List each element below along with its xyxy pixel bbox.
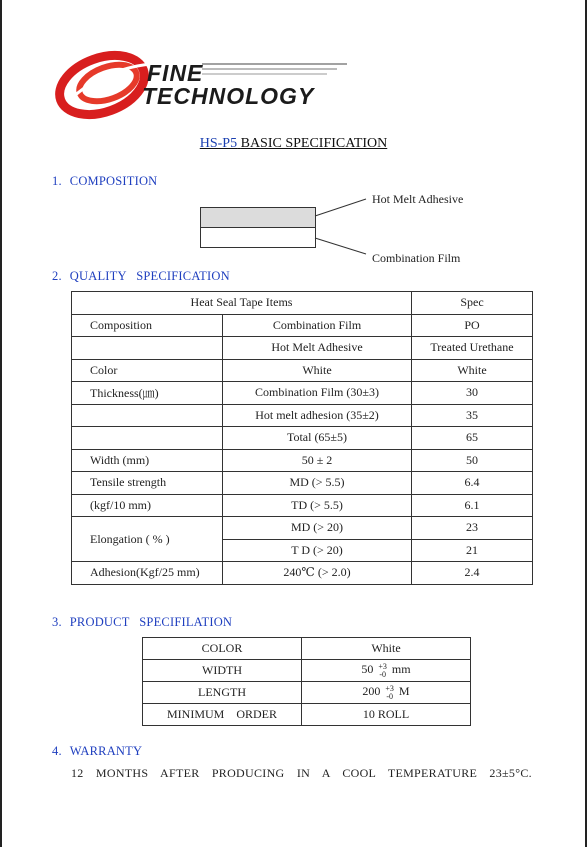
- title-code: HS-P5: [199, 136, 238, 151]
- value-number: 50: [361, 662, 374, 677]
- row-spec: 21: [412, 539, 533, 562]
- row-label: WIDTH: [143, 660, 302, 682]
- row-label: Tensile strength: [72, 472, 223, 495]
- row-item: Hot Melt Adhesive: [223, 337, 412, 360]
- section-number: 2.: [52, 269, 62, 283]
- row-spec: PO: [412, 314, 533, 337]
- value-number: 200: [362, 684, 381, 699]
- row-label: [72, 427, 223, 450]
- table-row: [72, 517, 533, 540]
- header-items: Heat Seal Tape Items: [72, 292, 412, 315]
- tolerance-minus: -0: [379, 669, 386, 679]
- row-label: Adhesion(Kgf/25 mm): [72, 562, 223, 585]
- table-row: [72, 337, 533, 360]
- row-value: White: [302, 638, 471, 660]
- row-item: T D (> 20): [223, 539, 412, 562]
- label-hot-melt-adhesive: Hot Melt Adhesive: [372, 192, 464, 206]
- table-row: [72, 449, 533, 472]
- page-title: [0, 136, 587, 152]
- row-spec: 2.4: [412, 562, 533, 585]
- section-label: COMPOSITION: [69, 174, 158, 188]
- row-value: [302, 660, 471, 682]
- table-row: [143, 660, 471, 682]
- row-item: Combination Film (30±3): [223, 382, 412, 405]
- section-number: 3.: [52, 615, 62, 629]
- section-label: PRODUCT SPECIFILATION: [69, 615, 233, 629]
- table-row: [143, 704, 471, 726]
- table-row: [72, 472, 533, 495]
- tolerance: [378, 663, 387, 679]
- row-item: White: [223, 359, 412, 382]
- row-label: Thickness(㎛): [72, 382, 223, 405]
- title-text: BASIC SPECIFICATION: [240, 136, 388, 151]
- row-spec: 23: [412, 517, 533, 540]
- row-spec: White: [412, 359, 533, 382]
- row-label: [72, 404, 223, 427]
- page-border-left: [0, 0, 2, 847]
- row-label: COLOR: [143, 638, 302, 660]
- tolerance-plus: +3: [378, 661, 387, 671]
- table-row: [143, 638, 471, 660]
- value-unit: mm: [391, 662, 411, 677]
- row-label: LENGTH: [143, 682, 302, 704]
- film-layer: [200, 227, 316, 248]
- row-spec: 30: [412, 382, 533, 405]
- row-value: 10 ROLL: [302, 704, 471, 726]
- table-header-row: [72, 292, 533, 315]
- row-item: Hot melt adhesion (35±2): [223, 404, 412, 427]
- row-spec: 50: [412, 449, 533, 472]
- row-item: 50 ± 2: [223, 449, 412, 472]
- row-label: Width (mm): [72, 449, 223, 472]
- section-warranty-heading: [52, 744, 142, 759]
- table-row: [72, 382, 533, 405]
- row-item: Total (65±5): [223, 427, 412, 450]
- section-label: WARRANTY: [69, 744, 143, 758]
- company-logo: [52, 50, 352, 120]
- tolerance-minus: -0: [386, 691, 393, 701]
- section-quality-heading: [52, 269, 230, 284]
- table-row: [143, 682, 471, 704]
- section-number: 1.: [52, 174, 62, 188]
- row-label: (kgf/10 mm): [72, 494, 223, 517]
- table-row: [72, 562, 533, 585]
- label-combination-film: Combination Film: [372, 251, 461, 265]
- row-item: TD (> 5.5): [223, 494, 412, 517]
- row-spec: 65: [412, 427, 533, 450]
- tolerance: [385, 685, 394, 701]
- row-label: MINIMUM ORDER: [143, 704, 302, 726]
- logo-text-fine: FINE: [147, 60, 204, 86]
- value-unit: M: [398, 684, 410, 699]
- row-spec: 35: [412, 404, 533, 427]
- row-item: 240℃ (> 2.0): [223, 562, 412, 585]
- row-label: Composition: [72, 314, 223, 337]
- row-item: MD (> 20): [223, 517, 412, 540]
- row-spec: Treated Urethane: [412, 337, 533, 360]
- section-label: QUALITY SPECIFICATION: [69, 269, 230, 283]
- row-spec: 6.1: [412, 494, 533, 517]
- table-row: [72, 359, 533, 382]
- row-item: MD (> 5.5): [223, 472, 412, 495]
- row-item: Combination Film: [223, 314, 412, 337]
- header-spec: Spec: [412, 292, 533, 315]
- section-product-heading: [52, 615, 232, 630]
- section-composition-heading: [52, 174, 157, 189]
- section-number: 4.: [52, 744, 62, 758]
- tolerance-plus: +3: [385, 683, 394, 693]
- table-row: [72, 404, 533, 427]
- product-spec-table: [142, 637, 471, 726]
- row-label: Elongation ( % ): [72, 517, 223, 562]
- row-label: Color: [72, 359, 223, 382]
- adhesive-layer: [200, 207, 316, 228]
- quality-spec-table: [71, 291, 533, 585]
- row-label: [72, 337, 223, 360]
- row-value: [302, 682, 471, 704]
- table-row: [72, 314, 533, 337]
- logo-text-technology: TECHNOLOGY: [142, 83, 315, 109]
- warranty-text: 12 MONTHS AFTER PRODUCING IN A COOL TEMPERATURE 23±5°C.: [71, 766, 532, 780]
- table-row: [72, 427, 533, 450]
- table-row: [72, 494, 533, 517]
- row-spec: 6.4: [412, 472, 533, 495]
